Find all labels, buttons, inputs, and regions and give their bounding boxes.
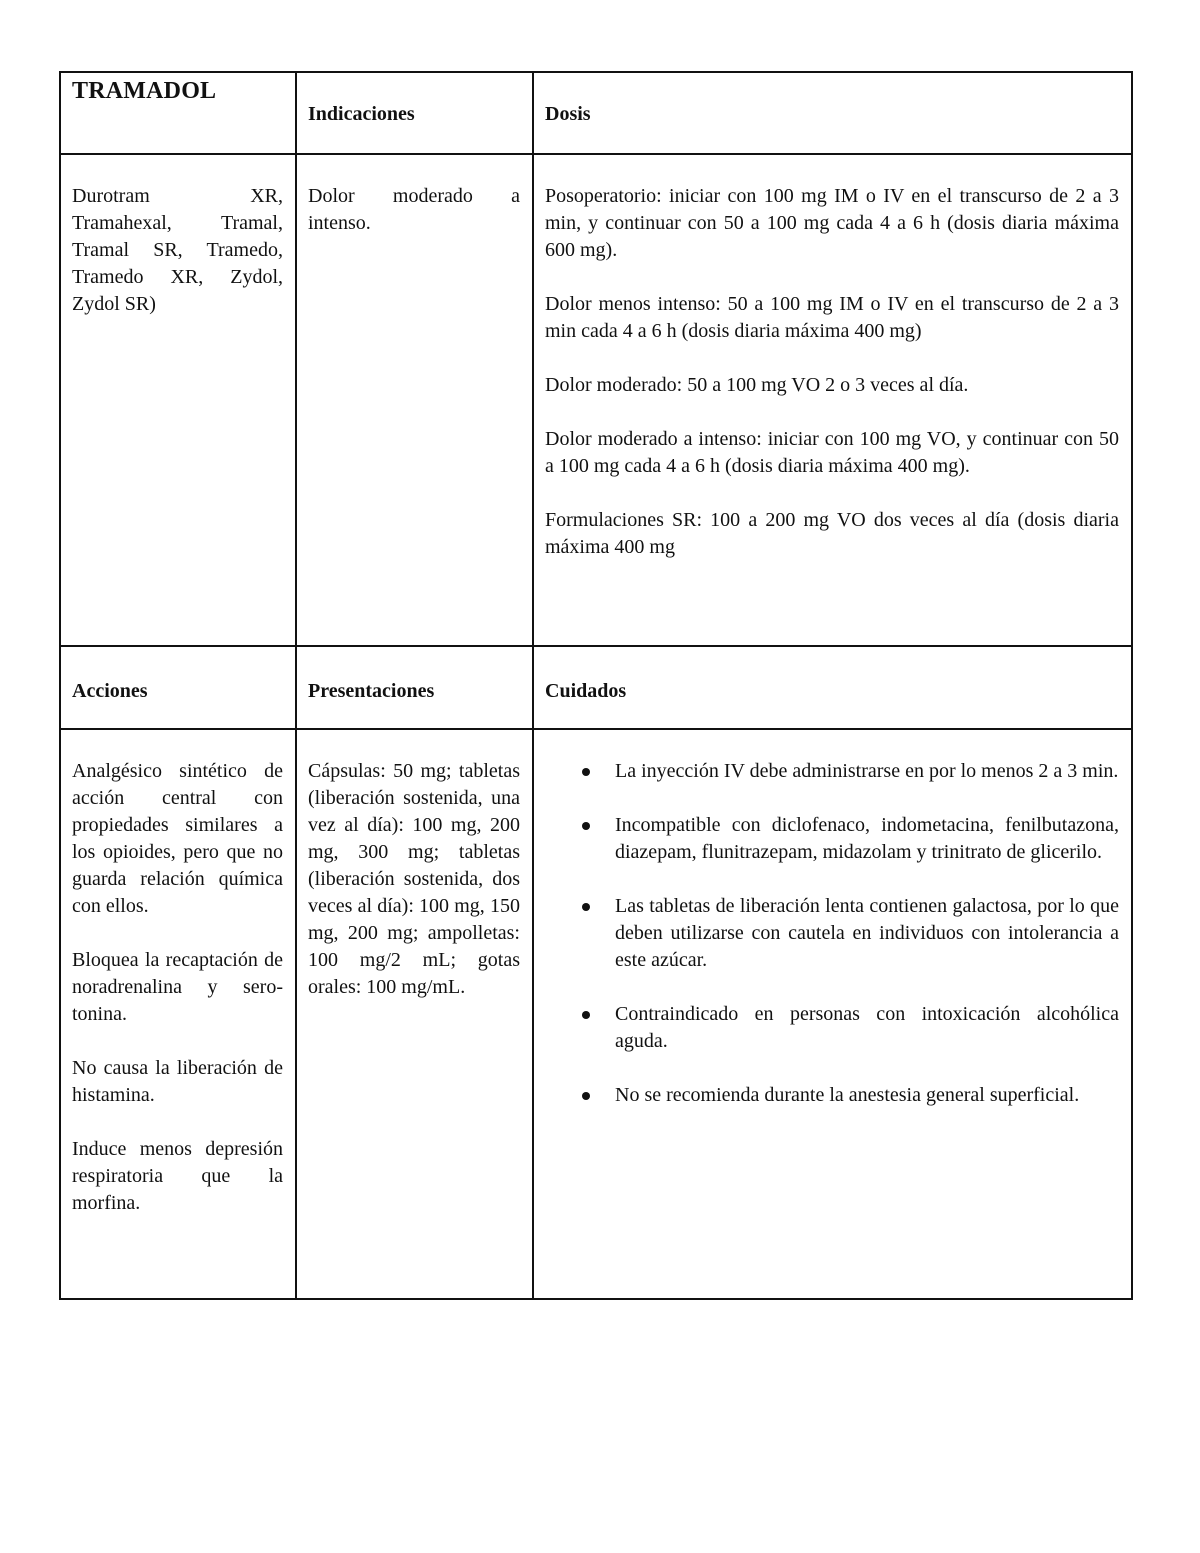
brand-names-cell	[60, 154, 296, 646]
acciones-header-cell	[60, 646, 296, 729]
dosis-cell	[533, 154, 1132, 646]
cuidados-item-text: Las tabletas de liberación lenta contienen galactosa, por lo que deben utilizarse con cautela en individuos con intolerancia a este azúcar.	[615, 895, 1119, 971]
dosis-paragraph: Formulaciones SR: 100 a 200 mg VO dos veces al día (dosis diaria máxima 400 mg	[545, 509, 1119, 558]
cuidados-list	[545, 758, 1119, 1109]
cuidados-item-text: La inyección IV debe administrarse en por lo menos 2 a 3 min.	[615, 760, 1119, 782]
drug-title-cell	[60, 72, 296, 154]
acciones-paragraph: Bloquea la recaptación de noradrenalina y serotonina.	[72, 949, 283, 1025]
indicaciones-header-cell	[296, 72, 533, 154]
cuidados-item-text: Contraindicado en personas con intoxicación alcohólica aguda.	[615, 1003, 1119, 1052]
header-row-top	[60, 72, 1132, 154]
list-item	[545, 893, 1119, 974]
indicaciones-header: Indicaciones	[308, 103, 415, 125]
cuidados-header-cell	[533, 646, 1132, 729]
brand-names-text: Durotram XR, Tramahexal, Tramal, Tramal SR, Tramedo, Tramedo XR, Zydol, Zydol SR)	[72, 185, 283, 315]
cuidados-cell	[533, 729, 1132, 1299]
dosis-header: Dosis	[545, 103, 591, 125]
list-item	[545, 1001, 1119, 1055]
content-row-top	[60, 154, 1132, 646]
content-row-bottom	[60, 729, 1132, 1299]
presentaciones-header-cell	[296, 646, 533, 729]
cuidados-header: Cuidados	[545, 680, 627, 702]
list-item	[545, 1082, 1119, 1109]
presentaciones-header: Presentaciones	[308, 680, 435, 702]
presentaciones-text: Cápsulas: 50 mg; tabletas (liberación sostenida, una vez al día): 100 mg, 200 mg, 300 mg; tabletas (liberación sostenida, dos veces al día): 100 mg, 150 mg, 200 mg; ampolletas: 100 mg/2 mL; gotas orales: 100 mg/mL.	[308, 760, 520, 998]
acciones-cell	[60, 729, 296, 1299]
dosis-paragraph: Posoperatorio: iniciar con 100 mg IM o IV en el transcurso de 2 a 3 min, y continuar con 50 a 100 mg cada 4 a 6 h (dosis diaria máxima 600 mg).	[545, 185, 1119, 261]
acciones-paragraph: Analgésico sintético de acción central con propiedades similares a los opioides, pero que no guarda relación química con ellos.	[72, 760, 283, 917]
header-row-bottom	[60, 646, 1132, 729]
drug-info-table	[59, 71, 1133, 1300]
acciones-paragraph: Induce menos depresión respiratoria que la morfina.	[72, 1138, 283, 1214]
bullet-icon	[582, 1011, 590, 1019]
cuidados-item-text: Incompatible con diclofenaco, indometacina, fenilbutazona, diazepam, flunitrazepam, midazolam y trinitrato de glicerilo.	[615, 814, 1119, 863]
dosis-paragraph: Dolor moderado a intenso: iniciar con 100 mg VO, y continuar con 50 a 100 mg cada 4 a 6 h (dosis diaria máxima 400 mg).	[545, 428, 1119, 477]
list-item	[545, 758, 1119, 785]
dosis-paragraph: Dolor moderado: 50 a 100 mg VO 2 o 3 veces al día.	[545, 374, 969, 396]
dosis-header-cell	[533, 72, 1132, 154]
bullet-icon	[582, 822, 590, 830]
list-item	[545, 812, 1119, 866]
acciones-header: Acciones	[72, 680, 148, 702]
dosis-paragraph: Dolor menos intenso: 50 a 100 mg IM o IV en el transcurso de 2 a 3 min cada 4 a 6 h (dosis diaria máxima 400 mg)	[545, 293, 1119, 342]
presentaciones-cell	[296, 729, 533, 1299]
indicaciones-cell	[296, 154, 533, 646]
acciones-paragraph: No causa la liberación de histamina.	[72, 1057, 283, 1106]
bullet-icon	[582, 768, 590, 776]
drug-title: TRAMADOL	[72, 78, 217, 104]
bullet-icon	[582, 1092, 590, 1100]
indicaciones-text: Dolor moderado a intenso.	[308, 185, 520, 234]
cuidados-item-text: No se recomienda durante la anestesia general superficial.	[615, 1084, 1080, 1106]
bullet-icon	[582, 903, 590, 911]
